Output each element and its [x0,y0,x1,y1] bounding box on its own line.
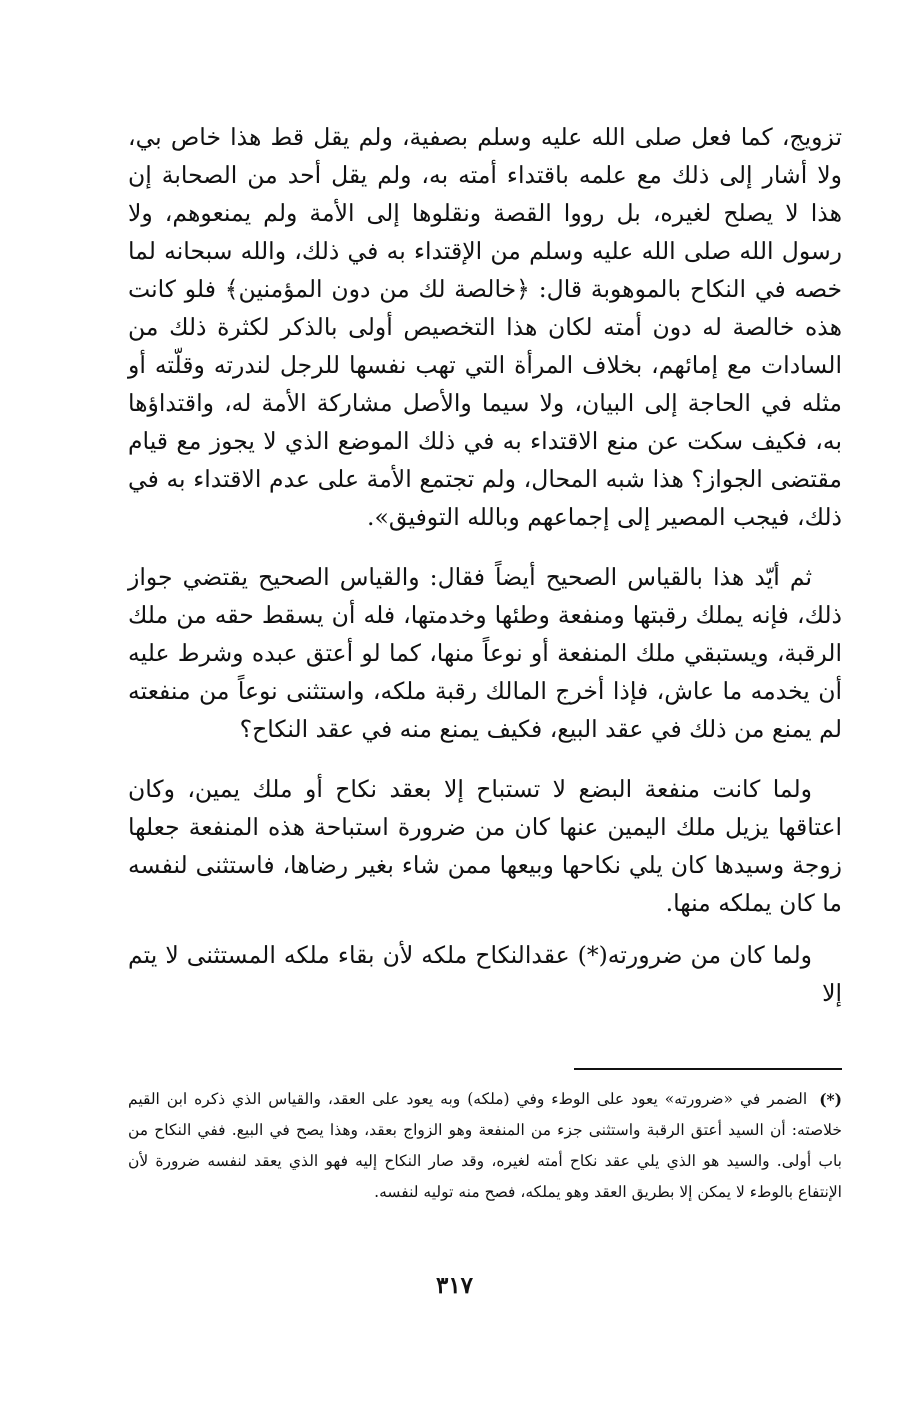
footnote-divider [574,1068,842,1070]
footnote-text: الضمر في «ضرورته» يعود على الوطء وفي (ملكه) وبه يعود على العقد، والقياس الذي ذكره ابن القيم خلاصته: أن السيد أعتق الرقبة واستثنى جزء من المنفعة وهو الزواج بعقد، وهذا يصح في البيع. ففي النكاح من باب أولى. والسيد هو الذي يلي عقد نكاح أمته لغيره، وقد صار النكاح إليه فهو الذي يعقد لنفسه ضرورة لأن الإنتفاع بالوطء لا يمكن إلا بطريق العقد وهو يملكه، فصح منه توليه لنفسه. [128,1090,842,1201]
page-number: ٣١٧ [435,1272,474,1299]
footnote [128,1084,842,1208]
main-text [128,118,842,1012]
paragraph-2: ثم أيّد هذا بالقياس الصحيح أيضاً فقال: والقياس الصحيح يقتضي جواز ذلك، فإنه يملك رقبتها ومنفعة وطئها وخدمتها، فله أن يسقط حقه من ملك الرقبة، ويستبقي ملك المنفعة أو نوعاً منها، كما لو أعتق عبده وشرط عليه أن يخدمه ما عاش، فإذا أخرج المالك رقبة ملكه، واستثنى نوعاً من منفعته لم يمنع من ذلك في عقد البيع، فكيف يمنع منه في عقد النكاح؟ [128,563,842,743]
paragraph-4: ولما كان من ضرورته(*) عقدالنكاح ملكه لأن بقاء ملكه المستثنى لا يتم إلا [128,941,842,1007]
paragraph-3: ولما كانت منفعة البضع لا تستباح إلا بعقد نكاح أو ملك يمين، وكان اعتاقها يزيل ملك اليمين عنها كان من ضرورة استباحة هذه المنفعة جعلها زوجة وسيدها كان يلي نكاحها وبيعها ممن شاء بغير رضاها، فاستثنى لنفسه ما كان يملكه منها. [128,775,842,917]
paragraph-1: تزويج، كما فعل صلى الله عليه وسلم بصفية، ولم يقل قط هذا خاص بي، ولا أشار إلى ذلك مع علمه باقتداء أمته به، ولم يقل أحد من الصحابة إن هذا لا يصلح لغيره، بل رووا القصة ونقلوها إلى الأمة ولم يمنعوهم، ولا رسول الله صلى الله عليه وسلم من الإقتداء به في ذلك، والله سبحانه لما خصه في النكاح بالموهوبة قال: ﴿خالصة لك من دون المؤمنين﴾ فلو كانت هذه خالصة له دون أمته لكان هذا التخصيص أولى بالذكر لكثرة ذلك من السادات مع إمائهم، بخلاف المرأة التي تهب نفسها للرجل لندرته وقلّته أو مثله في الحاجة إلى البيان، ولا سيما والأصل مشاركة الأمة له، واقتداؤها به، فكيف سكت عن منع الاقتداء به في ذلك الموضع الذي لا يجوز مع قيام مقتضى الجواز؟ هذا شبه المحال، ولم تجتمع الأمة على عدم الاقتداء به في ذلك، فيجب المصير إلى إجماعهم وبالله التوفيق». [128,123,842,531]
page-body [128,118,842,1012]
footnote-marker: (*) [819,1090,842,1109]
